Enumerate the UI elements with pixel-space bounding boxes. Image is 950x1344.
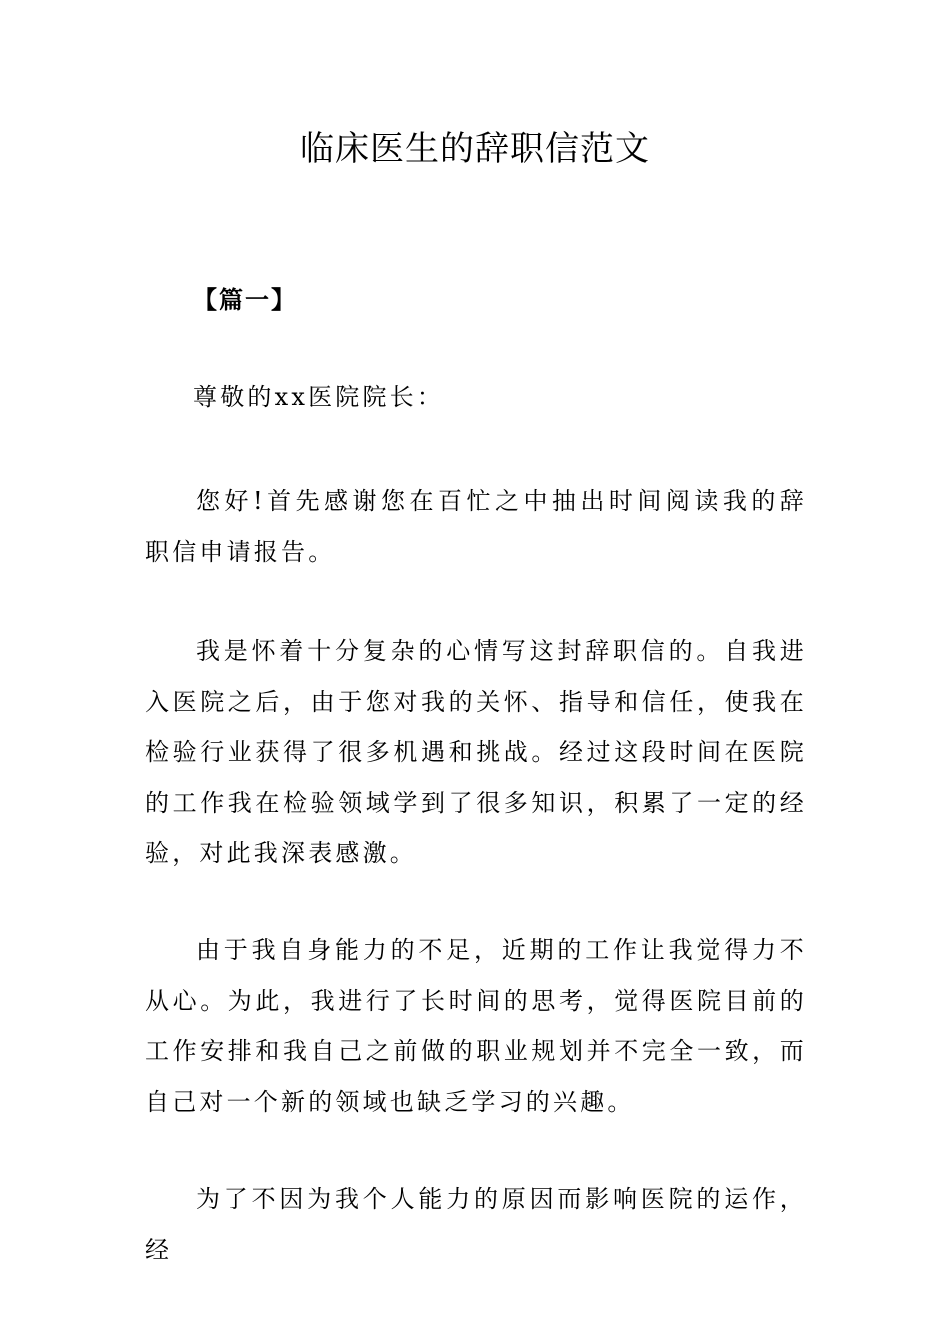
salutation: 尊敬的xx医院院长： bbox=[193, 383, 445, 411]
paragraph-reason: 由于我自身能力的不足，近期的工作让我觉得力不从心。为此，我进行了长时间的思考，觉得医院目前的工作安排和我自己之前做的职业规划并不完全一致，而自己对一个新的领域也缺乏学习的兴趣。 bbox=[145, 936, 807, 1116]
paragraph-continuation: 为了不因为我个人能力的原因而影响医院的运作，经 bbox=[145, 1185, 807, 1264]
section-heading: 【篇一】 bbox=[193, 286, 297, 314]
document-title: 临床医生的辞职信范文 bbox=[300, 129, 650, 169]
paragraph-greeting: 您好!首先感谢您在百忙之中抽出时间阅读我的辞职信申请报告。 bbox=[145, 487, 807, 566]
paragraph-gratitude: 我是怀着十分复杂的心情写这封辞职信的。自我进入医院之后，由于您对我的关怀、指导和信任，使我在检验行业获得了很多机遇和挑战。经过这段时间在医院的工作我在检验领域学到了很多知识，积累了一定的经验，对此我深表感激。 bbox=[145, 637, 807, 867]
